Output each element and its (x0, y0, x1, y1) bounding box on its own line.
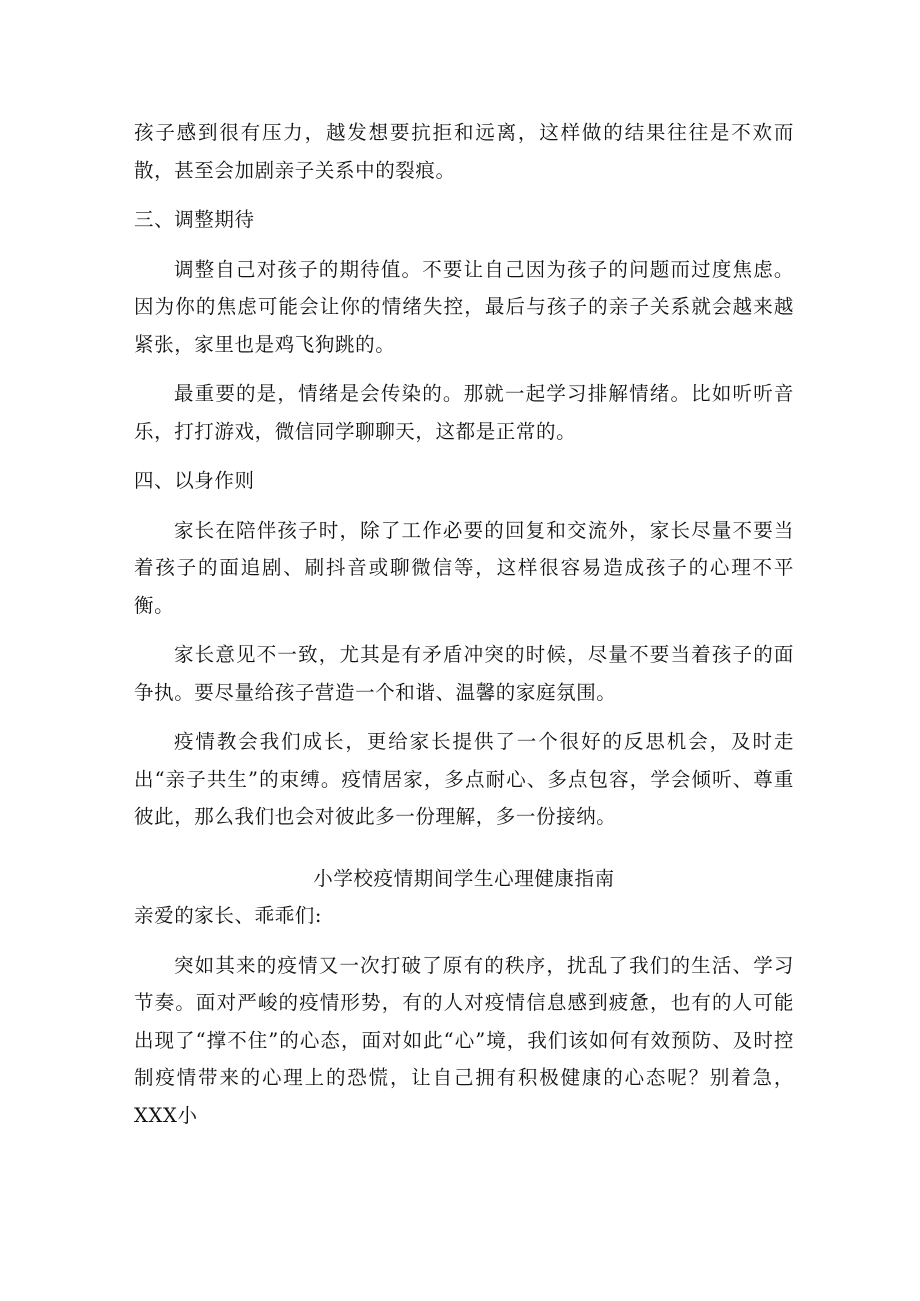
paragraph-introduction: 突如其来的疫情又一次打破了原有的秩序，扰乱了我们的生活、学习节奏。面对严峻的疫情形势，有的人对疫情信息感到疲惫，也有的人可能出现了“撑不住”的心态，面对如此“心”境，我们该如何有效预防、及时控制疫情带来的心理上的恐慌，让自己拥有积极健康的心态呢？别着急，XXX小 (134, 953, 794, 1127)
document-title: 小学校疫情期间学生心理健康指南 (313, 866, 615, 890)
section-heading-adjust-expectations: 三、调整期待 (134, 208, 255, 231)
paragraph-pressure: 孩子感到很有压力，越发想要抗拒和远离，这样做的结果往往是不欢而散，甚至会加剧亲子关系中的裂痕。 (134, 121, 794, 182)
section-heading-lead-by-example: 四、以身作则 (134, 469, 255, 492)
paragraph-emotions: 最重要的是，情绪是会传染的。那就一起学习排解情绪。比如听听音乐，打打游戏，微信同学聊聊天，这都是正常的。 (134, 382, 794, 443)
paragraph-parent-conflict: 家长意见不一致，尤其是有矛盾冲突的时候，尽量不要当着孩子的面争执。要尽量给孩子营造一个和谐、温馨的家庭氛围。 (134, 643, 794, 704)
paragraph-reflection: 疫情教会我们成长，更给家长提供了一个很好的反思机会，及时走出“亲子共生”的束缚。疫情居家，多点耐心、多点包容，学会倾听、尊重彼此，那么我们也会对彼此多一份理解，多一份接纳。 (134, 730, 794, 828)
paragraph-expectations: 调整自己对孩子的期待值。不要让自己因为孩子的问题而过度焦虑。因为你的焦虑可能会让你的情绪失控，最后与孩子的亲子关系就会越来越紧张，家里也是鸡飞狗跳的。 (134, 257, 794, 356)
paragraph-parent-behavior: 家长在陪伴孩子时，除了工作必要的回复和交流外，家长尽量不要当着孩子的面追剧、刷抖音或聊微信等，这样很容易造成孩子的心理不平衡。 (134, 518, 794, 617)
document-body (134, 114, 794, 1134)
greeting: 亲爱的家长、乖乖们: (134, 904, 323, 927)
